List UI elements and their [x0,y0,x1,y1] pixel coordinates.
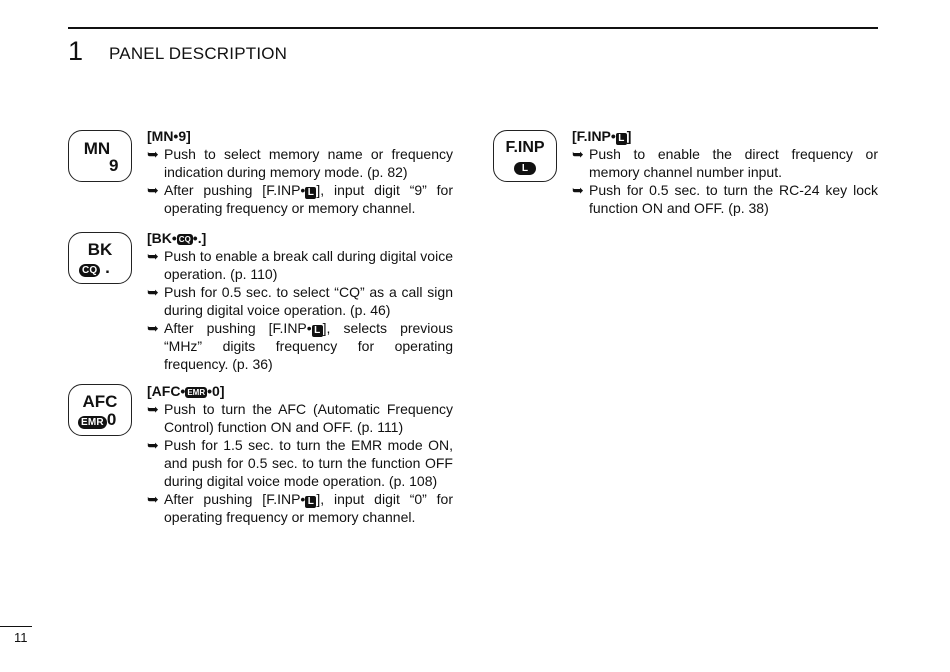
emr-key-icon: EMR [78,416,107,429]
arrow-bullet-icon: ➥ [147,320,159,336]
bk-description [147,229,453,373]
list-item: ➥ After pushing [F.INP• L ], selects previous “MHz” digits frequency for operating frequency. (p. 36) [147,320,453,372]
cq-key-icon: CQ [79,264,100,277]
bk-key-illustration [68,232,132,284]
bk-key-top-label: BK [87,240,113,259]
mn-key-illustration [68,130,132,182]
l-key-icon: L [616,133,627,145]
arrow-bullet-icon: ➥ [147,401,159,417]
l-key-icon: L [514,162,536,175]
finp-key-illustration [493,130,557,182]
l-key-icon: L [305,187,316,199]
mn-key-top-label: MN [83,139,111,158]
afc-key-top-label: AFC [82,392,118,411]
page-number: 11 [14,630,28,645]
list-item: ➥ Push for 0.5 sec. to select “CQ” as a call sign during digital voice operation. (p. 46) [147,284,453,318]
arrow-bullet-icon: ➥ [147,437,159,453]
afc-heading: [AFC• EMR •0] [147,383,225,399]
list-item: ➥ After pushing [F.INP• L ], input digit “9” for operating frequency or memory channel. [147,182,453,216]
emr-key-icon: EMR [187,388,206,397]
finp-description [572,127,878,217]
list-item: ➥ After pushing [F.INP• L ], input digit “0” for operating frequency or memory channel. [147,491,453,525]
arrow-bullet-icon: ➥ [147,182,159,198]
chapter-number: 1 [68,36,84,66]
list-item: ➥ Push for 1.5 sec. to turn the EMR mode ON, and push for 0.5 sec. to turn the function OFF during digital voice mode operation. (p. 108) [147,437,453,489]
finp-heading: [F.INP• L ] [572,128,632,144]
l-key-icon: L [312,325,323,337]
arrow-bullet-icon: ➥ [147,284,159,300]
afc-description [147,382,453,526]
l-key-icon: L [305,496,316,508]
list-item: ➥ Push to select memory name or frequency indication during memory mode. (p. 82) [147,146,453,180]
arrow-bullet-icon: ➥ [572,182,584,198]
list-item: ➥ Push to turn the AFC (Automatic Frequency Control) function ON and OFF. (p. 111) [147,401,453,435]
mn-key-bottom-label: 9 [109,156,119,175]
arrow-bullet-icon: ➥ [147,248,159,264]
list-item: ➥ Push for 0.5 sec. to turn the RC-24 key lock function ON and OFF. (p. 38) [572,182,878,216]
chapter-title: PANEL DESCRIPTION [109,44,288,63]
finp-key-top-label: F.INP [505,139,545,156]
list-item: ➥ Push to enable the direct frequency or memory channel number input. [572,146,878,180]
footer-rule [0,626,32,627]
arrow-bullet-icon: ➥ [572,146,584,162]
afc-key-bottom-row [78,411,116,429]
header-rule [68,27,878,29]
bk-key-bottom-label: . [105,258,110,277]
bk-heading: [BK• CQ •.] [147,230,207,246]
afc-key-bottom-label: 0 [106,410,117,429]
bk-key-bottom-row [79,259,110,277]
arrow-bullet-icon: ➥ [147,146,159,162]
cq-key-icon: CQ [178,235,191,244]
afc-key-illustration [68,384,132,436]
arrow-bullet-icon: ➥ [147,491,159,507]
list-item: ➥ Push to enable a break call during digital voice operation. (p. 110) [147,248,453,282]
finp-key-bottom-row [494,157,556,175]
mn-heading: [MN•9] [147,128,191,144]
mn-description [147,127,453,217]
